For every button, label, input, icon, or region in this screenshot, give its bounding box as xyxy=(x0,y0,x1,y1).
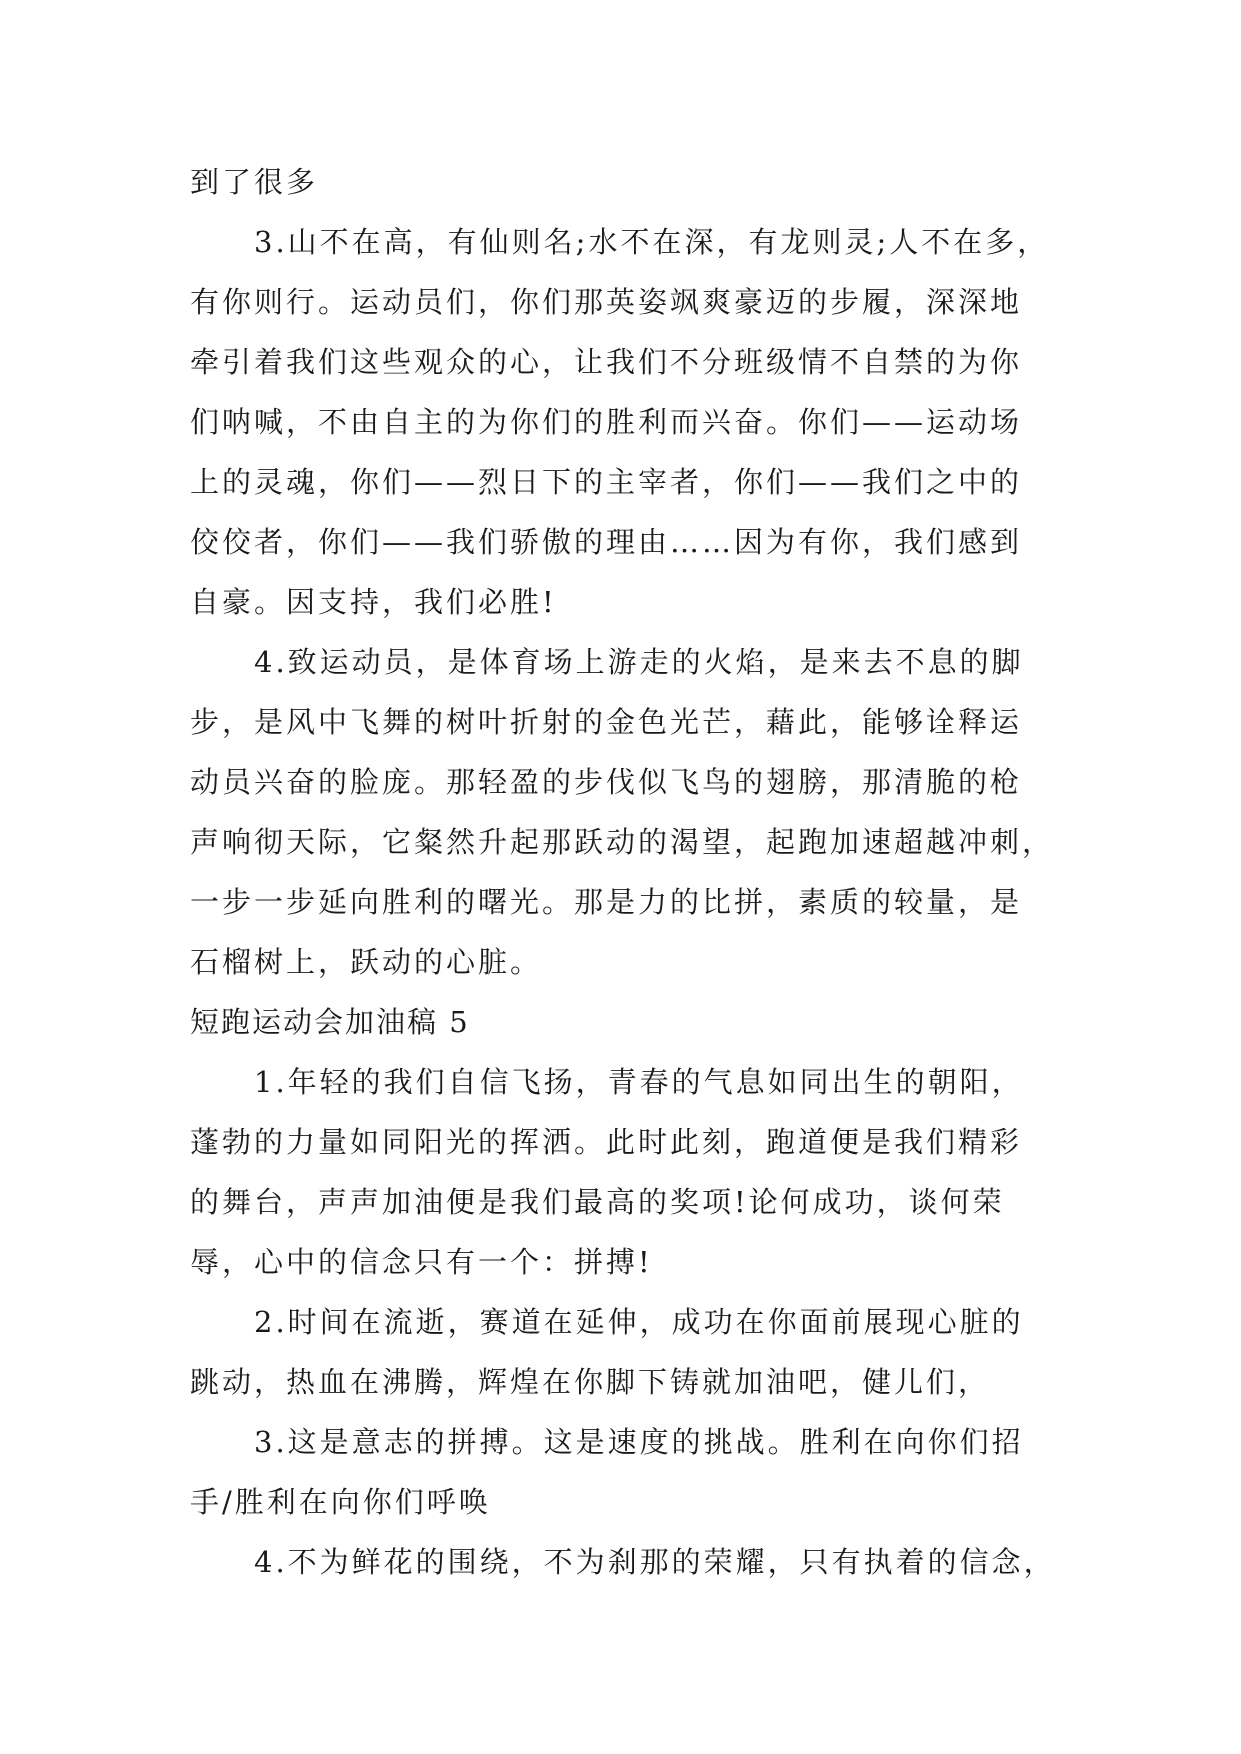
text-line: 一步一步延向胜利的曙光。那是力的比拼，素质的较量，是 xyxy=(190,885,1023,919)
text-line: 4.不为鲜花的围绕，不为刹那的荣耀，只有执着的信念， xyxy=(254,1545,1056,1579)
text-line: 手/胜利在向你们呼唤 xyxy=(190,1485,491,1519)
text-line: 上的灵魂，你们——烈日下的主宰者，你们——我们之中的 xyxy=(190,465,1023,499)
text-line: 佼佼者，你们——我们骄傲的理由……因为有你，我们感到 xyxy=(190,525,1023,559)
text-line: 牵引着我们这些观众的心，让我们不分班级情不自禁的为你 xyxy=(190,345,1023,379)
text-line: 蓬勃的力量如同阳光的挥洒。此时此刻，跑道便是我们精彩 xyxy=(190,1125,1023,1159)
text-line: 的舞台，声声加油便是我们最高的奖项!论何成功，谈何荣 xyxy=(190,1185,1005,1219)
text-line: 步，是风中飞舞的树叶折射的金色光芒，藉此，能够诠释运 xyxy=(190,705,1023,739)
document-body xyxy=(190,152,1070,1592)
text-line: 们呐喊，不由自主的为你们的胜利而兴奋。你们——运动场 xyxy=(190,405,1023,439)
text-line: 到了很多 xyxy=(190,165,319,199)
text-line: 跳动，热血在沸腾，辉煌在你脚下铸就加油吧，健儿们， xyxy=(190,1365,991,1399)
text-line: 2.时间在流逝，赛道在延伸，成功在你面前展现心脏的 xyxy=(254,1305,1024,1339)
text-line: 动员兴奋的脸庞。那轻盈的步伐似飞鸟的翅膀，那清脆的枪 xyxy=(190,765,1023,799)
text-line: 辱，心中的信念只有一个：拼搏! xyxy=(190,1245,653,1279)
text-line: 自豪。因支持，我们必胜! xyxy=(190,585,557,619)
section-heading: 短跑运动会加油稿 5 xyxy=(190,1005,470,1039)
text-line: 有你则行。运动员们，你们那英姿飒爽豪迈的步履，深深地 xyxy=(190,285,1023,319)
text-line: 1.年轻的我们自信飞扬，青春的气息如同出生的朝阳， xyxy=(254,1065,1024,1099)
text-line: 3.山不在高，有仙则名;水不在深，有龙则灵;人不在多， xyxy=(254,225,1050,259)
text-line: 4.致运动员，是体育场上游走的火焰，是来去不息的脚 xyxy=(254,645,1024,679)
text-line: 3.这是意志的拼搏。这是速度的挑战。胜利在向你们招 xyxy=(254,1425,1024,1459)
text-line: 声响彻天际，它粲然升起那跃动的渴望，起跑加速超越冲刺， xyxy=(190,825,1055,859)
text-line: 石榴树上，跃动的心脏。 xyxy=(190,945,543,979)
